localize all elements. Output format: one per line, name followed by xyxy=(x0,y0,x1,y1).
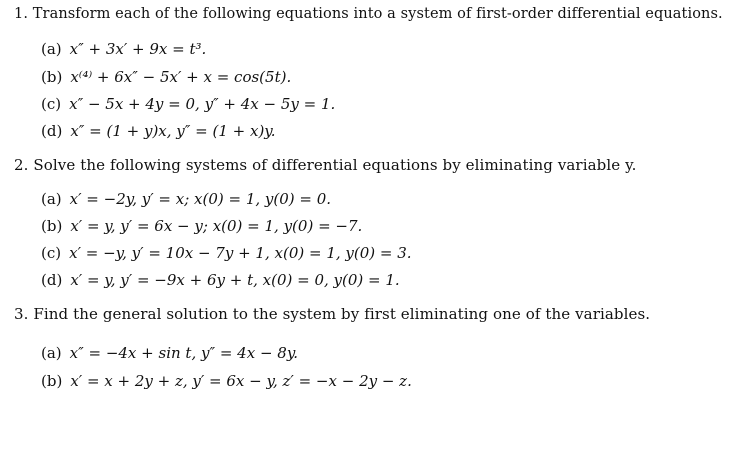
problem-1-part-d xyxy=(41,122,276,140)
part-label: (a) xyxy=(41,40,62,58)
problem-2-part-a xyxy=(41,190,331,208)
problem-1-part-a xyxy=(41,40,206,58)
problem-3-part-a xyxy=(41,344,298,362)
equation: x″ = −4x + sin t, y″ = 4x − 8y. xyxy=(69,344,299,362)
problem-1-text: Transform each of the following equations into a system of first-order differential equations. xyxy=(32,6,723,22)
equation: x′ = −y, y′ = 10x − 7y + 1, x(0) = 1, y(0) = 3. xyxy=(69,244,412,262)
equation: x′ = x + 2y + z, y′ = 6x − y, z′ = −x − 2y − z. xyxy=(70,372,412,390)
problem-1-part-c xyxy=(41,95,335,113)
problem-3-part-b xyxy=(41,372,412,390)
problem-3-heading xyxy=(14,305,650,323)
equation: x″ = (1 + y)x, y″ = (1 + x)y. xyxy=(70,122,276,140)
problem-3-number: 3. xyxy=(14,305,29,323)
problem-2-part-c xyxy=(41,244,412,262)
problem-3-text: Find the general solution to the system by first eliminating one of the variables. xyxy=(33,305,651,323)
part-label: (c) xyxy=(41,244,62,262)
problem-1-number: 1. xyxy=(14,6,29,22)
part-label: (d) xyxy=(41,271,63,289)
problem-2-number: 2. xyxy=(14,156,29,174)
part-label: (a) xyxy=(41,344,62,362)
equation: x′ = y, y′ = −9x + 6y + t, x(0) = 0, y(0) = 1. xyxy=(70,271,400,289)
equation: x″ − 5x + 4y = 0, y″ + 4x − 5y = 1. xyxy=(69,95,336,113)
equation: x′ = −2y, y′ = x; x(0) = 1, y(0) = 0. xyxy=(69,190,332,208)
part-label: (b) xyxy=(41,68,63,86)
part-label: (b) xyxy=(41,217,63,235)
part-label: (c) xyxy=(41,95,62,113)
problem-1-heading xyxy=(14,6,723,22)
problem-2-heading xyxy=(14,156,637,174)
problem-2-part-d xyxy=(41,271,400,289)
problem-2-text: Solve the following systems of differential equations by eliminating variable y. xyxy=(33,156,637,174)
equation: x′ = y, y′ = 6x − y; x(0) = 1, y(0) = −7. xyxy=(70,217,363,235)
part-label: (d) xyxy=(41,122,63,140)
problem-1-part-b xyxy=(41,68,291,86)
equation: x⁽⁴⁾ + 6x″ − 5x′ + x = cos(5t). xyxy=(70,68,292,86)
problem-2-part-b xyxy=(41,217,362,235)
part-label: (b) xyxy=(41,372,63,390)
equation: x″ + 3x′ + 9x = t³. xyxy=(69,40,207,58)
part-label: (a) xyxy=(41,190,62,208)
